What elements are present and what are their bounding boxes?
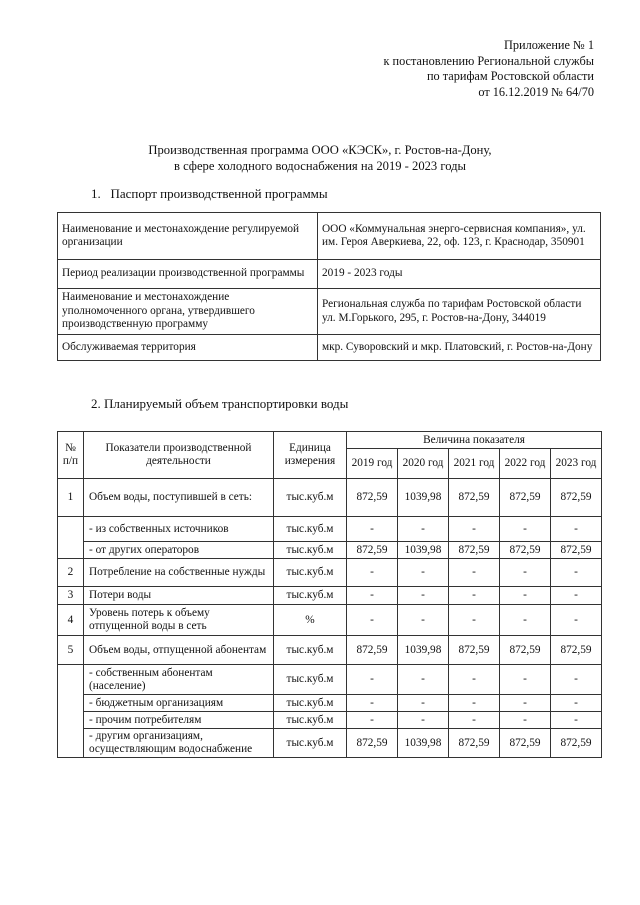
row-value: - bbox=[398, 665, 449, 695]
row-unit: тыс.куб.м bbox=[274, 587, 347, 605]
row-value: - bbox=[551, 559, 602, 587]
passport-label: Наименование и местонахождение уполномоченного органа, утвердившего производственную программу bbox=[58, 289, 318, 335]
row-value: 872,59 bbox=[347, 636, 398, 665]
row-num bbox=[58, 695, 84, 712]
row-num bbox=[58, 712, 84, 729]
row-value: - bbox=[551, 587, 602, 605]
row-unit: тыс.куб.м bbox=[274, 712, 347, 729]
row-value: 872,59 bbox=[551, 542, 602, 559]
row-num: 3 bbox=[58, 587, 84, 605]
table-row bbox=[58, 559, 602, 587]
row-value: 1039,98 bbox=[398, 729, 449, 758]
passport-value: Региональная служба по тарифам Ростовской области ул. М.Горького, 295, г. Ростов-на-Дону, 344019 bbox=[318, 289, 601, 335]
row-num bbox=[58, 665, 84, 695]
row-value: - bbox=[500, 695, 551, 712]
row-value: - bbox=[347, 695, 398, 712]
header-group: Величина показателя bbox=[347, 432, 602, 449]
header-year: 2023 год bbox=[551, 449, 602, 479]
row-indicator: - прочим потребителям bbox=[84, 712, 274, 729]
table-row bbox=[58, 517, 602, 542]
row-value: 872,59 bbox=[449, 542, 500, 559]
row-unit: тыс.куб.м bbox=[274, 636, 347, 665]
passport-row bbox=[58, 335, 601, 361]
row-value: 872,59 bbox=[551, 636, 602, 665]
row-unit: тыс.куб.м bbox=[274, 665, 347, 695]
row-indicator: - другим организациям, осуществляющим водоснабжение bbox=[84, 729, 274, 758]
row-value: 872,59 bbox=[347, 729, 398, 758]
appendix-line-1: Приложение № 1 bbox=[503, 38, 594, 52]
row-indicator: - собственным абонентам (население) bbox=[84, 665, 274, 695]
header-year: 2022 год bbox=[500, 449, 551, 479]
passport-value: ООО «Коммунальная энерго-сервисная компания», ул. им. Героя Аверкиева, 22, оф. 123, г. Краснодар, 350901 bbox=[318, 213, 601, 260]
row-value: - bbox=[449, 665, 500, 695]
row-value: 872,59 bbox=[347, 479, 398, 517]
appendix-block bbox=[383, 38, 594, 100]
row-value: 872,59 bbox=[500, 542, 551, 559]
row-value: - bbox=[449, 587, 500, 605]
row-value: - bbox=[398, 559, 449, 587]
row-value: - bbox=[449, 695, 500, 712]
row-indicator: Уровень потерь к объему отпущенной воды в сеть bbox=[84, 605, 274, 636]
row-value: 872,59 bbox=[449, 729, 500, 758]
row-num: 2 bbox=[58, 559, 84, 587]
row-value: - bbox=[398, 605, 449, 636]
row-value: 1039,98 bbox=[398, 636, 449, 665]
row-indicator: Потребление на собственные нужды bbox=[84, 559, 274, 587]
row-num: 4 bbox=[58, 605, 84, 636]
table-row bbox=[58, 695, 602, 712]
header-indicator: Показатели производственной деятельности bbox=[84, 432, 274, 479]
row-value: 872,59 bbox=[347, 542, 398, 559]
row-value: 1039,98 bbox=[398, 479, 449, 517]
row-value: - bbox=[347, 587, 398, 605]
row-value: - bbox=[398, 695, 449, 712]
passport-row bbox=[58, 213, 601, 260]
passport-value: мкр. Суворовский и мкр. Платовский, г. Ростов-на-Дону bbox=[318, 335, 601, 361]
row-value: 872,59 bbox=[449, 636, 500, 665]
row-value: - bbox=[551, 605, 602, 636]
row-value: - bbox=[449, 605, 500, 636]
row-value: 872,59 bbox=[551, 479, 602, 517]
row-indicator: - бюджетным организациям bbox=[84, 695, 274, 712]
row-value: - bbox=[500, 517, 551, 542]
row-value: 872,59 bbox=[500, 636, 551, 665]
table-row bbox=[58, 479, 602, 517]
table-row bbox=[58, 605, 602, 636]
appendix-line-2: к постановлению Региональной службы bbox=[383, 53, 594, 68]
header-unit: Единица измерения bbox=[274, 432, 347, 479]
row-value: - bbox=[347, 605, 398, 636]
row-unit: тыс.куб.м bbox=[274, 479, 347, 517]
table-row bbox=[58, 665, 602, 695]
row-indicator: - от других операторов bbox=[84, 542, 274, 559]
appendix-line-4: от 16.12.2019 № 64/70 bbox=[478, 84, 594, 99]
row-value: - bbox=[347, 517, 398, 542]
table-row bbox=[58, 636, 602, 665]
header-num: № п/п bbox=[58, 432, 84, 479]
table-row bbox=[58, 729, 602, 758]
row-value: - bbox=[500, 587, 551, 605]
row-value: - bbox=[449, 712, 500, 729]
row-value: - bbox=[449, 559, 500, 587]
header-year: 2019 год bbox=[347, 449, 398, 479]
row-value: 872,59 bbox=[500, 479, 551, 517]
table-row bbox=[58, 712, 602, 729]
row-value: - bbox=[551, 517, 602, 542]
appendix-line-3: по тарифам Ростовской области bbox=[426, 69, 594, 83]
header-year: 2020 год bbox=[398, 449, 449, 479]
row-value: - bbox=[398, 517, 449, 542]
row-value: - bbox=[500, 559, 551, 587]
row-unit: тыс.куб.м bbox=[274, 542, 347, 559]
row-value: - bbox=[398, 712, 449, 729]
passport-row bbox=[58, 260, 601, 289]
row-num bbox=[58, 517, 84, 542]
row-indicator: Объем воды, отпущенной абонентам bbox=[84, 636, 274, 665]
row-indicator: Потери воды bbox=[84, 587, 274, 605]
row-num bbox=[58, 729, 84, 758]
row-value: - bbox=[551, 665, 602, 695]
section-2-heading: 2. Планируемый объем транспортировки воды bbox=[91, 396, 349, 411]
document-title bbox=[0, 143, 640, 174]
row-value: - bbox=[347, 559, 398, 587]
row-value: - bbox=[347, 712, 398, 729]
row-value: - bbox=[500, 665, 551, 695]
passport-label: Наименование и местонахождение регулируемой организации bbox=[58, 213, 318, 260]
row-value: 1039,98 bbox=[398, 542, 449, 559]
row-value: 872,59 bbox=[551, 729, 602, 758]
row-unit: % bbox=[274, 605, 347, 636]
row-value: - bbox=[398, 587, 449, 605]
table-row bbox=[58, 542, 602, 559]
row-value: - bbox=[500, 712, 551, 729]
row-unit: тыс.куб.м bbox=[274, 559, 347, 587]
row-unit: тыс.куб.м bbox=[274, 729, 347, 758]
title-line-2: в сфере холодного водоснабжения на 2019 - 2023 годы bbox=[173, 158, 467, 173]
passport-label: Обслуживаемая территория bbox=[58, 335, 318, 361]
passport-row bbox=[58, 289, 601, 335]
row-value: 872,59 bbox=[449, 479, 500, 517]
row-value: - bbox=[551, 712, 602, 729]
row-num bbox=[58, 542, 84, 559]
row-value: - bbox=[449, 517, 500, 542]
row-value: - bbox=[500, 605, 551, 636]
volume-table bbox=[57, 431, 602, 758]
row-num: 1 bbox=[58, 479, 84, 517]
row-indicator: - из собственных источников bbox=[84, 517, 274, 542]
title-line-1: Производственная программа ООО «КЭСК», г. Ростов-на-Дону, bbox=[148, 143, 492, 157]
row-value: - bbox=[347, 665, 398, 695]
passport-label: Период реализации производственной программы bbox=[58, 260, 318, 289]
header-year: 2021 год bbox=[449, 449, 500, 479]
row-indicator: Объем воды, поступившей в сеть: bbox=[84, 479, 274, 517]
row-value: 872,59 bbox=[500, 729, 551, 758]
row-unit: тыс.куб.м bbox=[274, 517, 347, 542]
passport-table bbox=[57, 212, 601, 361]
row-value: - bbox=[551, 695, 602, 712]
passport-value: 2019 - 2023 годы bbox=[318, 260, 601, 289]
section-1-heading: 1. Паспорт производственной программы bbox=[91, 186, 328, 201]
row-unit: тыс.куб.м bbox=[274, 695, 347, 712]
row-num: 5 bbox=[58, 636, 84, 665]
table-row bbox=[58, 587, 602, 605]
